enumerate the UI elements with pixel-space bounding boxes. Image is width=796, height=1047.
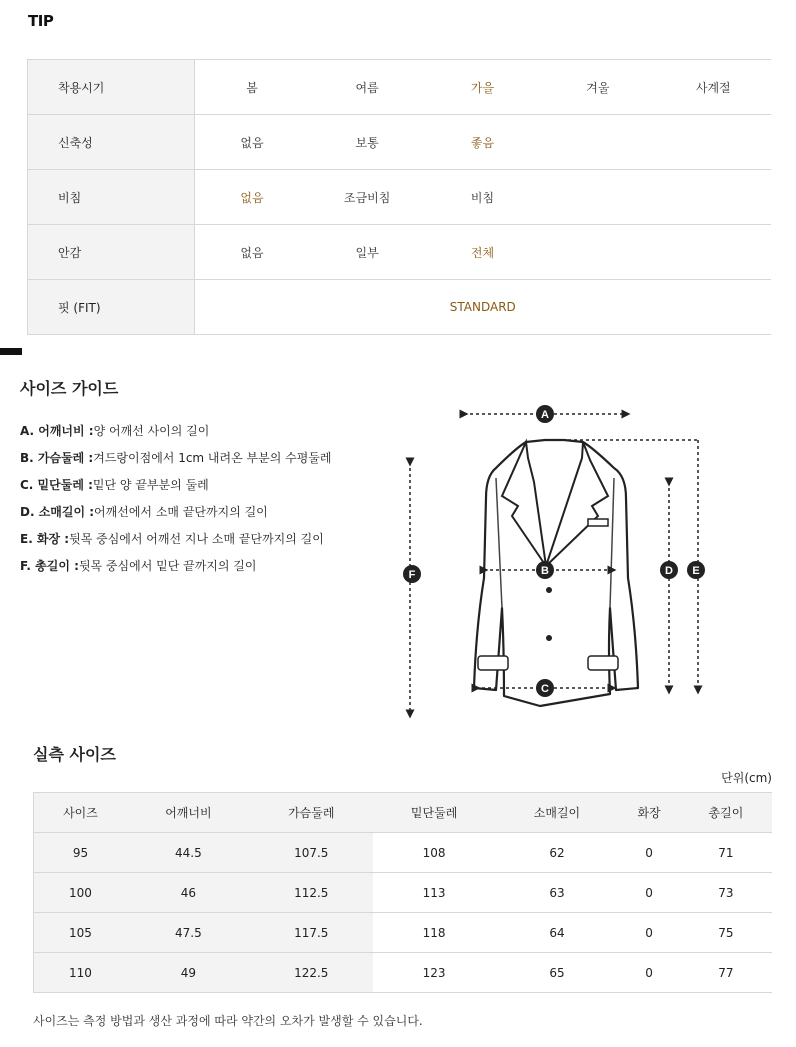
- table-cell: 65: [496, 953, 619, 993]
- tip-option: 사계절: [656, 60, 771, 115]
- table-cell: 75: [680, 913, 772, 953]
- size-guide-key: B. 가슴둘레 :: [20, 451, 94, 465]
- size-guide-item: [20, 450, 331, 477]
- tip-row: [28, 115, 772, 170]
- marker-c-icon: [536, 679, 554, 697]
- table-cell: 0: [618, 833, 679, 873]
- size-guide-desc: 밑단 양 끝부분의 둘레: [92, 478, 209, 492]
- size-table-header-cell: 화장: [618, 793, 679, 833]
- table-cell: 100: [34, 873, 127, 913]
- size-guide-list: [20, 423, 331, 585]
- tip-row-label: 신축성: [28, 115, 195, 170]
- tip-option: [540, 170, 655, 225]
- tip-option: 보통: [309, 115, 424, 170]
- size-guide-title: 사이즈 가이드: [20, 379, 119, 398]
- tip-fit-label: 핏 (FIT): [28, 280, 195, 335]
- table-cell: 71: [680, 833, 772, 873]
- size-table-header-cell: 밑단둘레: [373, 793, 496, 833]
- size-table-header: [34, 793, 773, 833]
- svg-text:D: D: [665, 565, 673, 577]
- tip-table: [27, 59, 771, 335]
- tip-row-label: 착용시기: [28, 60, 195, 115]
- table-cell: 0: [618, 913, 679, 953]
- table-cell: 107.5: [250, 833, 373, 873]
- size-guide-desc: 뒷목 중심에서 밑단 끝까지의 길이: [78, 559, 257, 573]
- tip-row: [28, 170, 772, 225]
- table-row: [34, 833, 773, 873]
- marker-b-icon: [536, 561, 554, 579]
- table-cell: 73: [680, 873, 772, 913]
- size-guide-key: F. 총길이 :: [20, 559, 79, 573]
- tip-option: [540, 115, 655, 170]
- table-cell: 0: [618, 953, 679, 993]
- table-cell: 110: [34, 953, 127, 993]
- measure-title: 실측 사이즈: [33, 745, 116, 764]
- tip-option: 봄: [194, 60, 309, 115]
- table-row: [34, 913, 773, 953]
- measure-note: 사이즈는 측정 방법과 생산 과정에 따라 약간의 오차가 발생할 수 있습니다.: [33, 1014, 423, 1028]
- size-guide-key: A. 어깨너비 :: [20, 424, 94, 438]
- tip-row: [28, 60, 772, 115]
- size-guide-key: E. 화장 :: [20, 532, 70, 546]
- size-guide-desc: 양 어깨선 사이의 길이: [93, 424, 210, 438]
- table-row: [34, 953, 773, 993]
- tip-option: 가을: [425, 60, 540, 115]
- table-cell: 62: [496, 833, 619, 873]
- marker-d-icon: [660, 561, 678, 579]
- tip-row: [28, 225, 772, 280]
- tip-option: [656, 225, 771, 280]
- size-table-header-cell: 소매길이: [496, 793, 619, 833]
- tip-option: 비침: [425, 170, 540, 225]
- svg-text:C: C: [541, 683, 549, 695]
- size-guide-key: C. 밑단둘레 :: [20, 478, 93, 492]
- unit-label: 단위(cm): [721, 771, 772, 785]
- table-cell: 112.5: [250, 873, 373, 913]
- table-cell: 117.5: [250, 913, 373, 953]
- marker-f-icon: [403, 565, 421, 583]
- size-guide-desc: 어깨선에서 소매 끝단까지의 길이: [94, 505, 268, 519]
- tip-title: TIP: [28, 12, 54, 30]
- table-cell: 63: [496, 873, 619, 913]
- size-guide-desc: 뒷목 중심에서 어깨선 지나 소매 끝단까지의 길이: [69, 532, 324, 546]
- tip-option: 겨울: [540, 60, 655, 115]
- size-guide-item: [20, 504, 331, 531]
- table-cell: 118: [373, 913, 496, 953]
- table-cell: 108: [373, 833, 496, 873]
- size-guide-key: D. 소매길이 :: [20, 505, 95, 519]
- table-cell: 122.5: [250, 953, 373, 993]
- table-cell: 47.5: [127, 913, 250, 953]
- tip-option: 조금비침: [309, 170, 424, 225]
- tip-option: [540, 225, 655, 280]
- table-cell: 95: [34, 833, 127, 873]
- section-divider-bar: [0, 348, 22, 355]
- size-table: [33, 792, 772, 993]
- table-cell: 77: [680, 953, 772, 993]
- table-cell: 113: [373, 873, 496, 913]
- tip-option: 없음: [194, 225, 309, 280]
- tip-option: 없음: [194, 170, 309, 225]
- tip-row-label: 비침: [28, 170, 195, 225]
- svg-text:E: E: [692, 565, 700, 577]
- svg-text:A: A: [541, 409, 549, 421]
- size-table-header-cell: 어깨너비: [127, 793, 250, 833]
- jacket-measure-diagram: [398, 398, 718, 722]
- table-cell: 46: [127, 873, 250, 913]
- size-guide-item: [20, 423, 331, 450]
- svg-text:F: F: [408, 569, 416, 581]
- tip-option: 일부: [309, 225, 424, 280]
- size-table-header-cell: 총길이: [680, 793, 772, 833]
- tip-row-label: 안감: [28, 225, 195, 280]
- size-guide-item: [20, 531, 331, 558]
- tip-option: 좋음: [425, 115, 540, 170]
- table-cell: 49: [127, 953, 250, 993]
- table-cell: 0: [618, 873, 679, 913]
- tip-row-fit: [28, 280, 772, 335]
- table-cell: 105: [34, 913, 127, 953]
- svg-text:B: B: [541, 565, 549, 577]
- table-row: [34, 873, 773, 913]
- tip-option: [656, 170, 771, 225]
- size-guide-item: [20, 558, 331, 585]
- tip-option: 없음: [194, 115, 309, 170]
- tip-option: 여름: [309, 60, 424, 115]
- marker-e-icon: [687, 561, 705, 579]
- tip-option: 전체: [425, 225, 540, 280]
- tip-option: [656, 115, 771, 170]
- marker-a-icon: [536, 405, 554, 423]
- table-cell: 64: [496, 913, 619, 953]
- table-cell: 44.5: [127, 833, 250, 873]
- size-table-header-cell: 가슴둘레: [250, 793, 373, 833]
- size-guide-item: [20, 477, 331, 504]
- tip-fit-value: STANDARD: [194, 280, 771, 335]
- table-cell: 123: [373, 953, 496, 993]
- size-table-header-cell: 사이즈: [34, 793, 127, 833]
- size-guide-desc: 겨드랑이점에서 1cm 내려온 부분의 수평둘레: [93, 451, 332, 465]
